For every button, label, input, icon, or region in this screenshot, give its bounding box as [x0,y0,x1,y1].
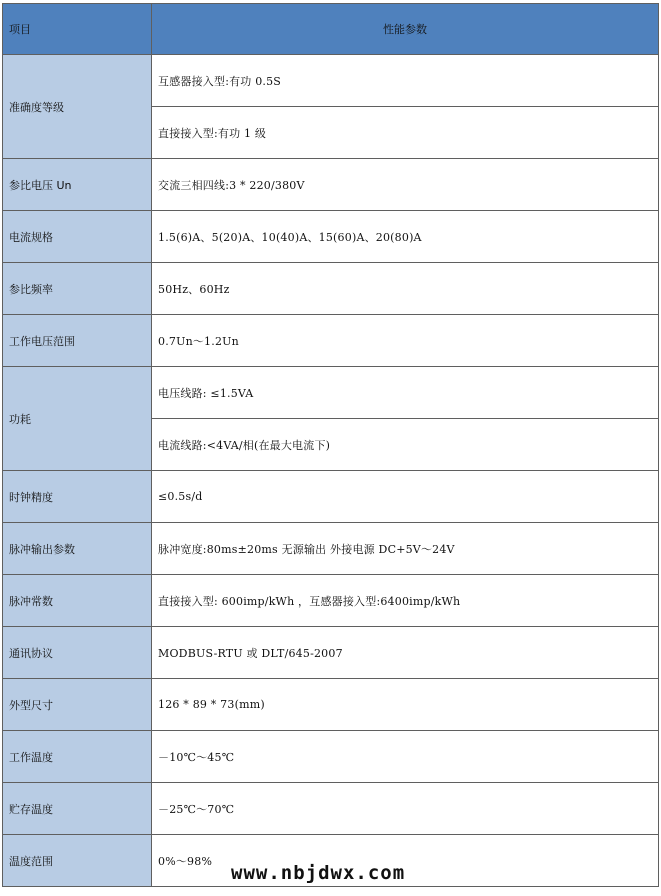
table-row [3,731,659,783]
table-row [3,55,659,107]
table-row [3,263,659,315]
table-row [3,627,659,679]
table-header-row [3,4,659,55]
row-value: －10℃～45℃ [152,731,659,783]
row-label: 电流规格 [3,211,152,263]
table-row [3,679,659,731]
table-row [3,211,659,263]
row-value: 0.7Un～1.2Un [152,315,659,367]
row-label: 工作电压范围 [3,315,152,367]
row-label: 时钟精度 [3,471,152,523]
row-value: 直接接入型: 600imp/kWh ，互感器接入型:6400imp/kWh [152,575,659,627]
watermark-text: www.nbjdwx.com [231,862,406,884]
row-label: 脉冲输出参数 [3,523,152,575]
row-label: 参比电压 Un [3,159,152,211]
row-value: ≤0.5s/d [152,471,659,523]
table-row [3,575,659,627]
row-value: 电压线路: ≤1.5VA [152,367,659,419]
row-value: 电流线路:<4VA/相(在最大电流下) [152,419,659,471]
row-label: 参比频率 [3,263,152,315]
row-value: 1.5(6)A、5(20)A、10(40)A、15(60)A、20(80)A [152,211,659,263]
row-value: 0%～98% [152,835,659,887]
table-row [3,471,659,523]
row-value: －25℃～70℃ [152,783,659,835]
header-params: 性能参数 [152,4,659,55]
row-value: 50Hz、60Hz [152,263,659,315]
row-label: 温度范围 [3,835,152,887]
table-row [3,159,659,211]
row-label: 外型尺寸 [3,679,152,731]
spec-table [2,3,659,887]
row-label: 贮存温度 [3,783,152,835]
row-label: 功耗 [3,367,152,471]
row-value: 126 * 89 * 73(mm) [152,679,659,731]
row-value: 脉冲宽度:80ms±20ms 无源输出 外接电源 DC+5V～24V [152,523,659,575]
row-value: MODBUS-RTU 或 DLT/645-2007 [152,627,659,679]
row-label: 脉冲常数 [3,575,152,627]
table-row [3,783,659,835]
header-item: 项目 [3,4,152,55]
row-value: 互感器接入型:有功 0.5S [152,55,659,107]
row-value: 交流三相四线:3 * 220/380V [152,159,659,211]
row-label: 通讯协议 [3,627,152,679]
row-value: 直接接入型:有功 1 级 [152,107,659,159]
row-label: 准确度等级 [3,55,152,159]
table-row [3,523,659,575]
table-row [3,367,659,419]
table-row [3,315,659,367]
row-label: 工作温度 [3,731,152,783]
